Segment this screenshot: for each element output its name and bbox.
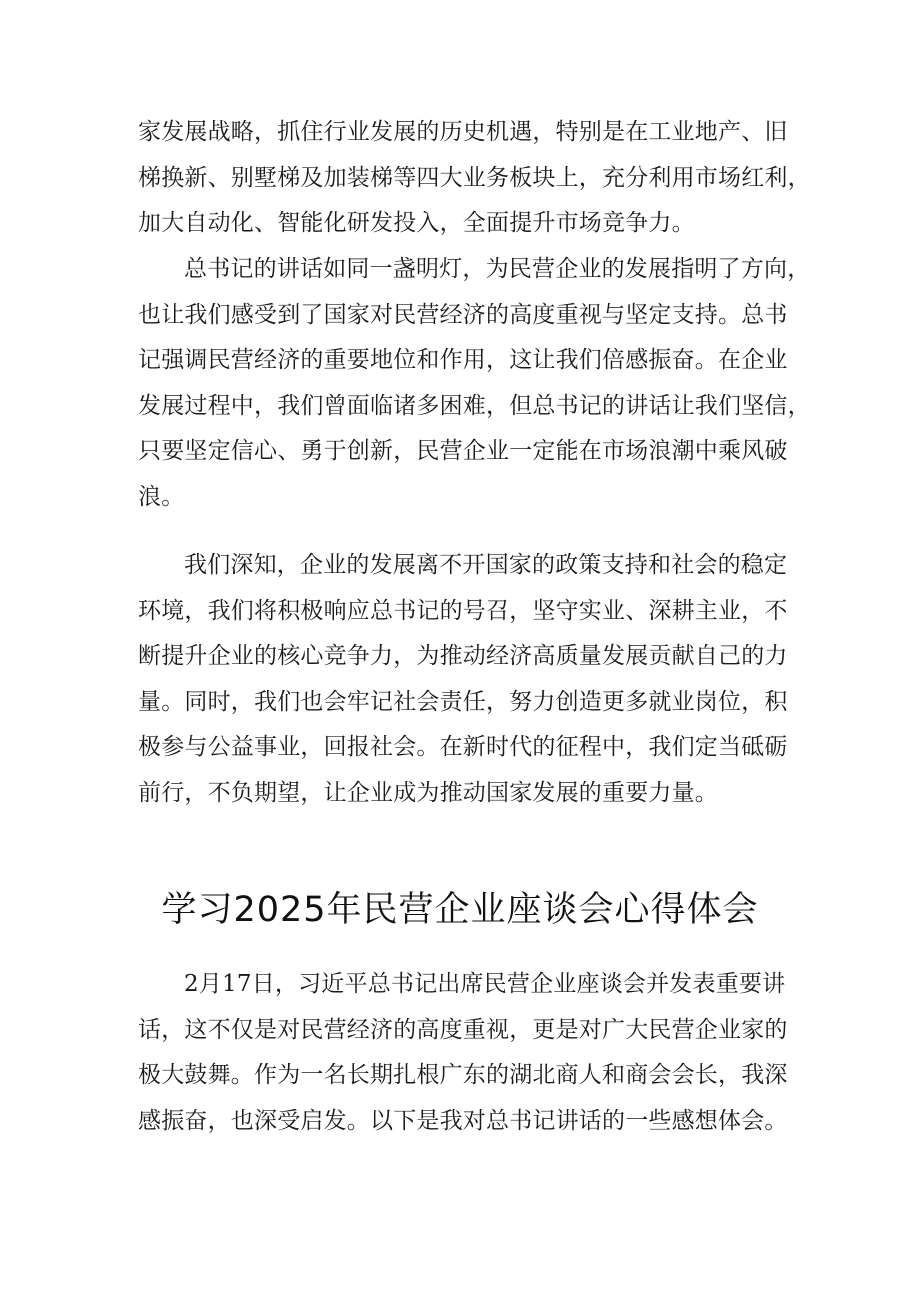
- text-line: 浪。: [138, 483, 185, 510]
- text-line: 2月17日，习近平总书记出席民营企业座谈会并发表重要讲: [184, 971, 786, 997]
- text-line: 量。同时，我们也会牢记社会责任，努力创造更多就业岗位，积: [138, 688, 788, 715]
- paragraph-intro: [138, 962, 794, 1144]
- text-line: 前行，不负期望，让企业成为推动国家发展的重要力量。: [138, 779, 718, 806]
- text-line: 断提升企业的核心竞争力，为推动经济高质量发展贡献自己的力: [138, 643, 788, 669]
- text-line: 感振奋，也深受启发。以下是我对总书记讲话的一些感想体会。: [138, 1107, 788, 1134]
- text-line: 加大自动化、智能化研发投入，全面提升市场竞争力。: [138, 210, 695, 236]
- text-line: 也让我们感受到了国家对民营经济的高度重视与坚定支持。总书: [138, 301, 788, 328]
- text-line: 极参与公益事业，回报社会。在新时代的征程中，我们定当砥砺: [138, 734, 788, 760]
- text-line: 家发展战略，抓住行业发展的历史机遇，特别是在工业地产、旧: [138, 119, 788, 145]
- text-line: 发展过程中，我们曾面临诸多困难，但总书记的讲话让我们坚信，: [138, 392, 811, 419]
- paragraph-speech-impact: [138, 247, 811, 520]
- text-line: 我们深知，企业的发展离不开国家的政策支持和社会的稳定: [184, 552, 788, 578]
- text-line: 话，这不仅是对民营经济的高度重视，更是对广大民营企业家的: [138, 1016, 788, 1043]
- text-line: 梯换新、别墅梯及加装梯等四大业务板块上，充分利用市场红利，: [138, 164, 811, 191]
- text-line: 记强调民营经济的重要地位和作用，这让我们倍感振奋。在企业: [138, 347, 788, 373]
- paragraph-commitment: [138, 543, 794, 816]
- section-title: 学习2025年民营企业座谈会心得体会: [161, 890, 759, 930]
- text-line: 环境，我们将积极响应总书记的号召，坚守实业、深耕主业，不: [138, 597, 788, 624]
- text-line: 只要坚定信心、勇于创新，民营企业一定能在市场浪潮中乘风破: [138, 438, 788, 464]
- paragraph-continued: [138, 110, 811, 247]
- text-line: 极大鼓舞。作为一名长期扎根广东的湖北商人和商会会长，我深: [138, 1062, 788, 1088]
- text-line: 总书记的讲话如同一盏明灯，为民营企业的发展指明了方向，: [184, 256, 811, 282]
